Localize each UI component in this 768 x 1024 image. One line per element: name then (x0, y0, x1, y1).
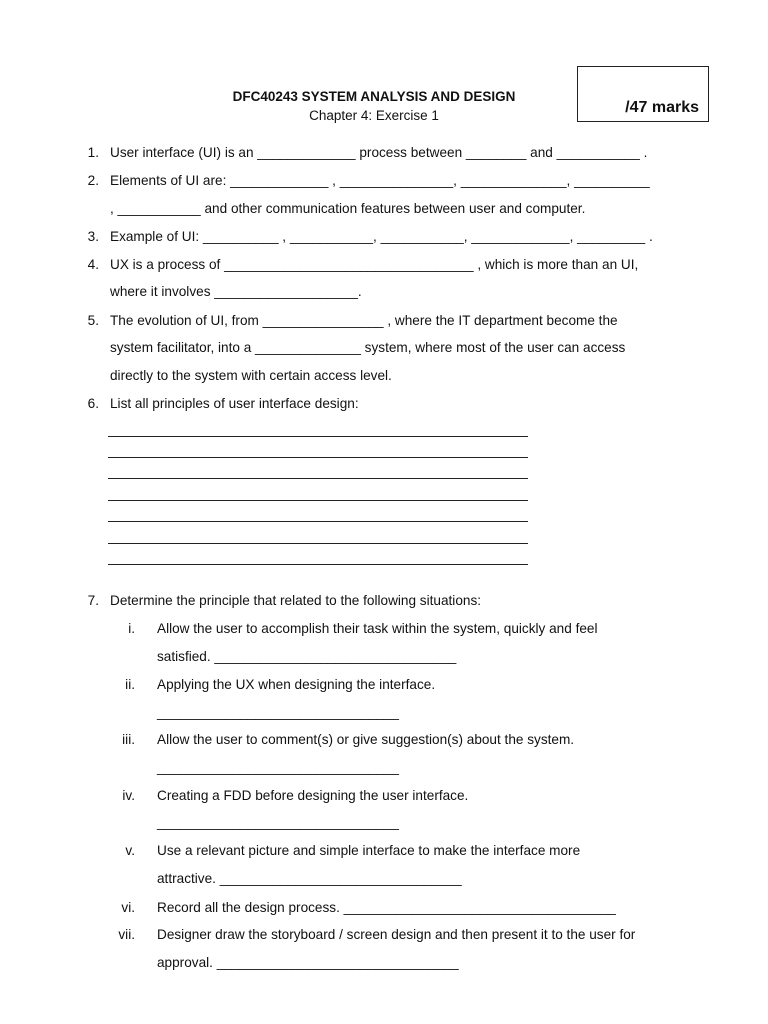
sub-item-text-cont: satisfied. ________________________________ (157, 649, 457, 664)
sub-item-text: Designer draw the storyboard / screen design and then present it to the user for (157, 927, 636, 942)
question-number: 3. (87, 229, 99, 244)
sub-item-number: vi. (121, 900, 135, 915)
document-title: DFC40243 SYSTEM ANALYSIS AND DESIGN (232, 89, 516, 104)
sub-item-number: ii. (125, 677, 135, 692)
question-4-text-cont: where it involves ___________________. (110, 284, 362, 299)
answer-line (108, 543, 528, 544)
question-6-text: List all principles of user interface design: (110, 396, 359, 411)
question-4-text: UX is a process of _________________________________ , which is more than an UI, (110, 257, 639, 272)
sub-item-number: iv. (122, 788, 135, 803)
total-marks: /47 marks (625, 99, 699, 116)
question-2-text-cont: , ___________ and other communication features between user and computer. (110, 201, 586, 216)
sub-item-answer: ________________________________ (157, 760, 399, 775)
document-subtitle: Chapter 4: Exercise 1 (309, 108, 439, 123)
sub-item-text-cont: attractive. ________________________________ (157, 871, 462, 886)
question-number: 1. (87, 145, 99, 160)
question-number: 7. (87, 593, 99, 608)
answer-line (108, 564, 528, 565)
question-number: 5. (87, 313, 99, 328)
answer-line (108, 478, 528, 479)
question-number: 4. (87, 257, 99, 272)
sub-item-number: vii. (118, 927, 135, 942)
question-3-text: Example of UI: __________ , ___________, ___________, _____________, _________ . (110, 229, 653, 244)
question-5-text: The evolution of UI, from ________________ , where the IT department become the (110, 313, 618, 328)
sub-item-number: v. (125, 843, 135, 858)
question-number: 6. (87, 396, 99, 411)
question-5-text-cont: system facilitator, into a ______________ system, where most of the user can access (110, 340, 626, 355)
sub-item-text: Allow the user to accomplish their task within the system, quickly and feel (157, 621, 598, 636)
sub-item-text: Allow the user to comment(s) or give suggestion(s) about the system. (157, 732, 575, 747)
sub-item-text: Applying the UX when designing the interface. (157, 677, 436, 692)
answer-line (108, 521, 528, 522)
answer-line (108, 436, 528, 437)
sub-item-answer: ________________________________ (157, 815, 399, 830)
question-number: 2. (87, 173, 99, 188)
sub-item-text: Record all the design process. ____________________________________ (157, 900, 616, 915)
question-2-text: Elements of UI are: _____________ , _______________, ______________, __________ (110, 173, 650, 188)
sub-item-text-cont: approval. ________________________________ (157, 955, 459, 970)
answer-line (108, 500, 528, 501)
question-7-text: Determine the principle that related to the following situations: (110, 593, 482, 608)
sub-item-number: i. (128, 621, 135, 636)
sub-item-answer: ________________________________ (157, 705, 399, 720)
answer-line (108, 457, 528, 458)
sub-item-text: Creating a FDD before designing the user interface. (157, 788, 469, 803)
sub-item-number: iii. (122, 732, 135, 747)
question-5-text-cont: directly to the system with certain access level. (110, 368, 392, 383)
question-1-text: User interface (UI) is an _____________ process between ________ and ___________ . (110, 145, 648, 160)
sub-item-text: Use a relevant picture and simple interface to make the interface more (157, 843, 581, 858)
